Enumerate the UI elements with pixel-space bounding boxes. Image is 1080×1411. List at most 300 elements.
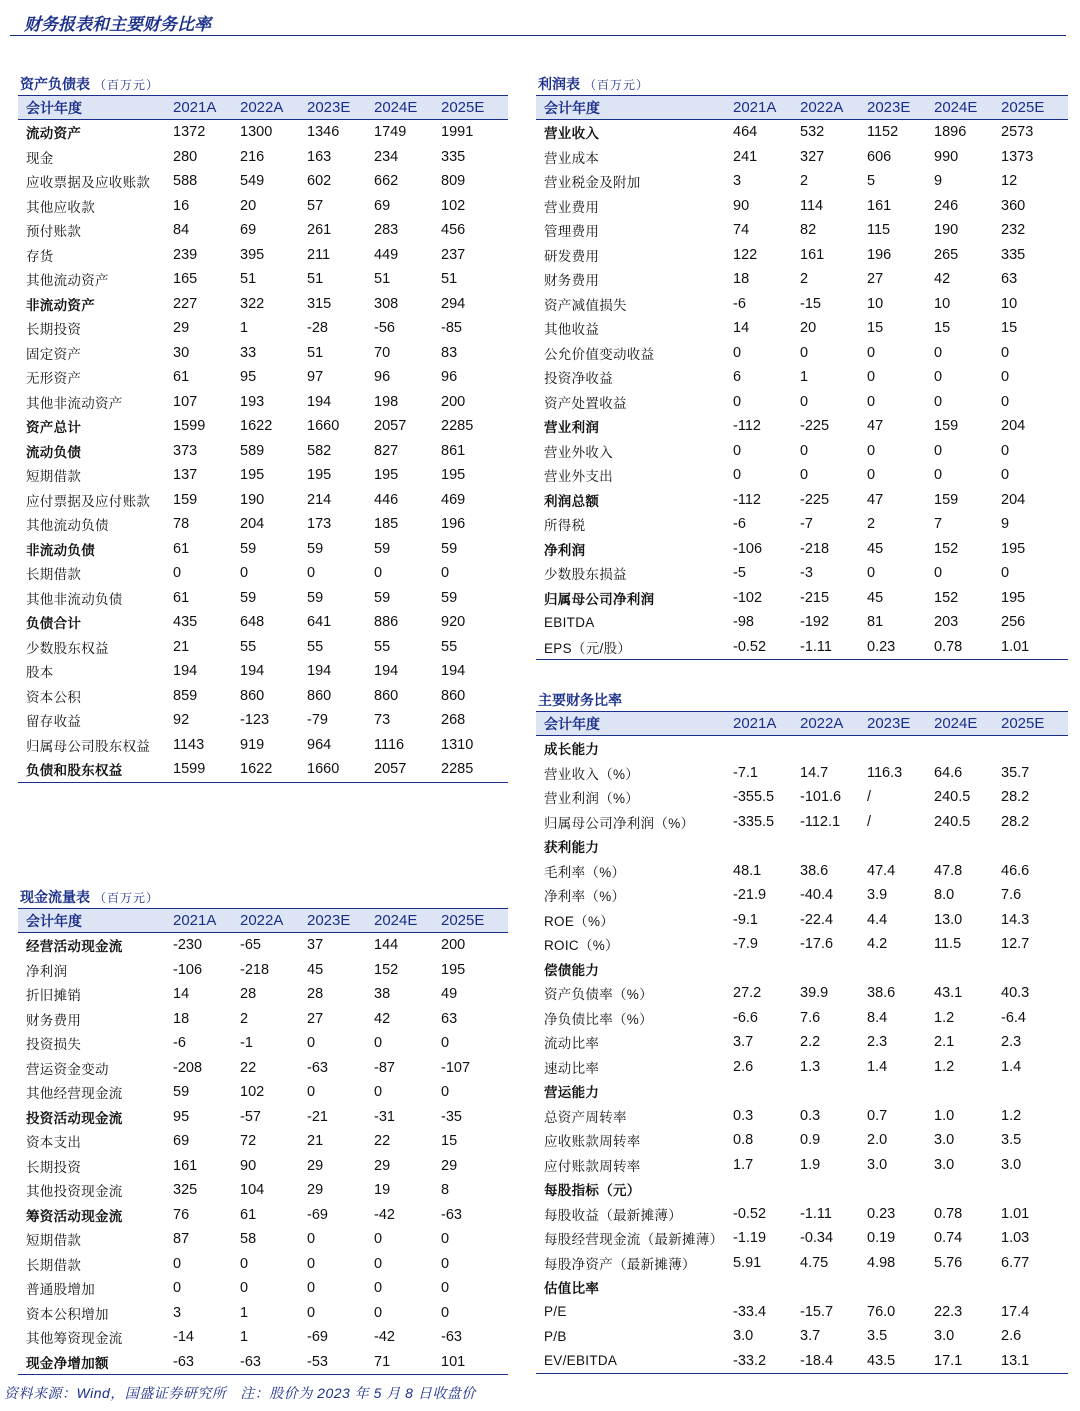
cell-value: 195	[374, 467, 399, 484]
cell-value: 55	[441, 638, 458, 655]
table-row	[536, 267, 1068, 292]
cell-value: 216	[240, 148, 265, 165]
cell-value: 241	[733, 148, 758, 165]
table-row	[536, 1251, 1068, 1276]
cell-value: 11.5	[934, 936, 962, 953]
cell-value: 0	[374, 1084, 383, 1101]
cell-value: -28	[307, 320, 328, 337]
table-row	[18, 1301, 508, 1326]
cell-value: 0	[934, 467, 943, 484]
cell-value: 69	[240, 222, 257, 239]
cell-value: -102	[733, 589, 763, 606]
row-label: 财务费用	[26, 1012, 82, 1028]
table-row	[18, 684, 508, 709]
row-label: 投资损失	[26, 1037, 82, 1053]
cell-value: 59	[374, 540, 391, 557]
table-row	[18, 708, 508, 733]
year-header: 2022A	[800, 96, 867, 120]
cell-value: 2.6	[1001, 1328, 1022, 1345]
table-row	[536, 512, 1068, 537]
row-label: 流动比率	[544, 1036, 600, 1052]
cell-value: 59	[307, 540, 324, 557]
cell-value: 0	[307, 1035, 316, 1052]
cell-value: 5.91	[733, 1254, 762, 1271]
cell-value: 96	[374, 369, 391, 386]
cell-value: 90	[240, 1157, 257, 1174]
row-label: 流动资产	[26, 126, 82, 142]
cell-value: 29	[441, 1157, 458, 1174]
table-row	[536, 1202, 1068, 1227]
cell-value: 8	[441, 1182, 450, 1199]
table-row	[18, 733, 508, 758]
cell-value: -57	[240, 1108, 261, 1125]
table-row	[536, 169, 1068, 194]
cell-value: -35	[441, 1108, 462, 1125]
cell-value: 0	[374, 565, 383, 582]
table-row	[18, 1007, 508, 1032]
row-label: 长期借款	[26, 1257, 82, 1273]
cell-value: 237	[441, 246, 466, 263]
cell-value: 860	[240, 687, 265, 704]
cell-value: 7	[934, 516, 943, 533]
row-label: 存货	[26, 248, 54, 264]
cell-value: 1896	[934, 124, 967, 141]
cell-value: 3.9	[867, 887, 888, 904]
row-label: 每股净资产（最新摊薄）	[544, 1256, 696, 1272]
cell-value: 2	[240, 1010, 249, 1027]
cell-value: 35.7	[1001, 764, 1030, 781]
row-label: 应收票据及应收账款	[26, 175, 151, 191]
cell-value: 3	[733, 173, 742, 190]
cell-value: 193	[240, 393, 265, 410]
table-row	[18, 365, 508, 390]
cell-value: 0	[934, 442, 943, 459]
cell-value: -112	[733, 491, 761, 508]
row-label: 非流动资产	[26, 297, 95, 313]
row-label: 营业外支出	[544, 469, 613, 485]
table-row	[18, 757, 508, 782]
cell-value: 16	[173, 197, 190, 214]
cell-value: -9.1	[733, 911, 758, 928]
cell-value: 0	[374, 1035, 383, 1052]
table-row	[536, 341, 1068, 366]
cell-value: 14.7	[800, 764, 829, 781]
cell-value: 38.6	[800, 862, 829, 879]
table-row	[18, 1031, 508, 1056]
table-row	[18, 1154, 508, 1179]
table-row	[18, 120, 508, 145]
year-header: 2023E	[307, 909, 374, 933]
cell-value: 2573	[1001, 124, 1034, 141]
cell-value	[867, 957, 934, 982]
cell-value: 240.5	[934, 789, 971, 806]
cell-value: 152	[934, 589, 959, 606]
cell-value: 159	[173, 491, 198, 508]
cell-value: 92	[173, 712, 190, 729]
cell-value: 28.2	[1001, 813, 1030, 830]
table-row	[536, 365, 1068, 390]
cell-value: 194	[307, 663, 332, 680]
cell-value: 1	[240, 320, 249, 337]
cell-value: 0	[173, 1255, 182, 1272]
cell-value: 1622	[240, 418, 273, 435]
table-row	[536, 859, 1068, 884]
row-label: 资产处置收益	[544, 395, 627, 411]
row-label: 利润总额	[544, 493, 600, 509]
cell-value: 3.7	[800, 1328, 821, 1345]
cell-value: 0	[867, 344, 876, 361]
row-label: EV/EBITDA	[536, 1349, 733, 1374]
row-label: 营业利润（%）	[544, 791, 640, 807]
cell-value: 1.2	[1001, 1107, 1022, 1124]
cell-value: 28	[240, 986, 257, 1003]
cell-value: 96	[441, 369, 458, 386]
cell-value: -355.5	[733, 789, 775, 806]
cell-value: 4.98	[867, 1254, 896, 1271]
cell-value: 0	[307, 1304, 316, 1321]
cell-value: 59	[240, 540, 257, 557]
cell-value: 827	[374, 442, 399, 459]
table-row	[18, 145, 508, 170]
cell-value: 19	[374, 1182, 391, 1199]
cell-value: 84	[173, 222, 190, 239]
table-row	[536, 908, 1068, 933]
cell-value: 57	[307, 197, 324, 214]
cell-value: 1749	[374, 124, 407, 141]
table-row	[536, 1006, 1068, 1031]
row-label: 研发费用	[544, 248, 600, 264]
cell-value: 3.0	[867, 1156, 888, 1173]
year-header: 2025E	[1001, 96, 1068, 120]
year-header: 2024E	[934, 712, 1001, 736]
cell-value: 1.0	[934, 1107, 955, 1124]
cell-value: -6.6	[733, 1009, 758, 1026]
cell-value: 919	[240, 736, 265, 753]
table-row	[536, 635, 1068, 660]
cell-value: 1143	[173, 736, 205, 753]
ratios-table	[536, 711, 1068, 1374]
cell-value: -123	[240, 712, 270, 729]
cell-value: 232	[1001, 222, 1026, 239]
cell-value: 2.1	[934, 1034, 955, 1051]
cell-value	[867, 1079, 934, 1104]
table-row	[536, 1030, 1068, 1055]
cell-value: 5.76	[934, 1254, 963, 1271]
cell-value	[1001, 1275, 1068, 1300]
cell-value: 9	[1001, 516, 1010, 533]
cell-value: 1346	[307, 124, 340, 141]
cell-value	[934, 1275, 1001, 1300]
table-row	[18, 1350, 508, 1375]
cell-value	[1001, 736, 1068, 761]
cell-value: 13.0	[934, 911, 963, 928]
cell-value: -6	[733, 516, 746, 533]
row-label: 营业税金及附加	[544, 175, 641, 191]
row-label: 其他应收款	[26, 199, 95, 215]
cell-value: 0	[934, 369, 943, 386]
cell-value: 1116	[374, 736, 405, 753]
cell-value: -0.52	[733, 1205, 767, 1222]
cell-value: -79	[307, 712, 328, 729]
row-label: 其他经营现金流	[26, 1086, 123, 1102]
footer-note	[4, 1383, 476, 1403]
cell-value: 37	[307, 937, 324, 954]
cell-value: 6.77	[1001, 1254, 1030, 1271]
cell-value: 18	[733, 271, 750, 288]
cash-flow-section	[18, 886, 508, 1375]
cell-value: 15	[1001, 320, 1018, 337]
year-header: 2022A	[800, 712, 867, 736]
cell-value	[733, 736, 800, 761]
table-row	[536, 316, 1068, 341]
row-label: 普通股增加	[26, 1282, 95, 1298]
cell-value: -14	[173, 1329, 194, 1346]
cell-value: 1.2	[934, 1058, 955, 1075]
cell-value: 51	[240, 271, 257, 288]
row-label: 管理费用	[544, 224, 600, 240]
cell-value: /	[867, 789, 872, 806]
table-row	[536, 834, 1068, 859]
cell-value: 27.2	[733, 985, 762, 1002]
cell-value: 0	[934, 565, 943, 582]
cell-value: 3.0	[733, 1328, 754, 1345]
cell-value: 3.5	[867, 1328, 888, 1345]
cell-value: 0.19	[867, 1230, 896, 1247]
cell-value	[733, 957, 800, 982]
section-title	[536, 73, 1068, 95]
cell-value: 61	[173, 589, 190, 606]
cell-value: 335	[441, 148, 466, 165]
cell-value: 3.5	[1001, 1132, 1022, 1149]
year-header: 2025E	[441, 909, 508, 933]
cash-flow-table	[18, 908, 508, 1375]
year-header: 2023E	[307, 96, 374, 120]
section-unit: （百万元）	[94, 891, 160, 905]
cell-value: 280	[173, 148, 198, 165]
table-row	[18, 1227, 508, 1252]
table-row	[18, 218, 508, 243]
cell-value: -33.2	[733, 1349, 800, 1374]
cell-value: -106	[733, 540, 763, 557]
cell-value: 47.4	[867, 862, 896, 879]
table-row	[536, 439, 1068, 464]
cell-value: 7.6	[1001, 887, 1022, 904]
row-label: 长期借款	[26, 567, 82, 583]
row-label: 资产负债率（%）	[544, 987, 653, 1003]
row-label: ROE（%）	[544, 913, 615, 929]
table-row	[18, 1276, 508, 1301]
cell-value: 3.0	[934, 1132, 955, 1149]
cell-value: 0	[173, 1280, 182, 1297]
income-statement-section	[536, 73, 1068, 660]
row-label: EPS（元/股）	[536, 635, 733, 660]
table-row	[18, 292, 508, 317]
year-header: 2021A	[733, 712, 800, 736]
cell-value: 4.75	[800, 1254, 829, 1271]
footer-date-note: 注：股价为 2023 年 5 月 8 日收盘价	[240, 1385, 476, 1401]
cell-value	[800, 1079, 867, 1104]
year-header: 2022A	[240, 909, 307, 933]
cell-value: 239	[173, 246, 198, 263]
cell-value	[934, 1079, 1001, 1104]
cell-value: 4.4	[867, 911, 888, 928]
cell-value: 0	[441, 1084, 450, 1101]
cell-value: 28	[307, 986, 324, 1003]
cell-value	[1001, 834, 1068, 859]
cell-value: 58	[240, 1231, 257, 1248]
table-row	[18, 586, 508, 611]
row-label: 短期借款	[26, 1233, 82, 1249]
row-label: 筹资活动现金流	[26, 1208, 123, 1224]
cell-value: 8.0	[934, 887, 955, 904]
row-label: 净利润	[26, 963, 68, 979]
cell-value: 76.0	[867, 1303, 896, 1320]
cell-value: 195	[441, 961, 466, 978]
cell-value: 64.6	[934, 764, 963, 781]
cell-value: -215	[800, 589, 830, 606]
year-header: 2021A	[173, 909, 240, 933]
cell-value: 29	[307, 1157, 324, 1174]
cell-value: 102	[441, 197, 466, 214]
table-row	[536, 1177, 1068, 1202]
cell-value: 12	[1001, 173, 1018, 190]
table-row	[536, 292, 1068, 317]
table-row	[18, 537, 508, 562]
cell-value: 114	[800, 197, 824, 214]
cell-value: 265	[934, 246, 959, 263]
table-row	[536, 1055, 1068, 1080]
cell-value: 2	[867, 516, 876, 533]
cell-value: 63	[441, 1010, 458, 1027]
table-row	[536, 488, 1068, 513]
cell-value: 3.0	[934, 1156, 955, 1173]
cell-value: 49	[441, 986, 458, 1003]
cell-value: 51	[374, 271, 391, 288]
table-row	[536, 1079, 1068, 1104]
cell-value: 0	[374, 1304, 383, 1321]
cell-value: 144	[374, 937, 399, 954]
section-unit: （百万元）	[94, 78, 160, 92]
year-header: 2025E	[1001, 712, 1068, 736]
page-title: 财务报表和主要财务比率	[24, 15, 211, 34]
cell-value: 48.1	[733, 862, 762, 879]
row-label: 短期借款	[26, 469, 82, 485]
row-label: 其他非流动资产	[26, 395, 123, 411]
table-row	[536, 194, 1068, 219]
row-label: 净负债比率（%）	[544, 1011, 653, 1027]
row-label: 应收账款周转率	[544, 1134, 641, 1150]
cell-value: 15	[441, 1133, 458, 1150]
row-label: 估值比率	[544, 1281, 600, 1297]
cell-value: -218	[240, 961, 270, 978]
cell-value: 27	[867, 271, 884, 288]
table-row	[18, 610, 508, 635]
cell-value: 456	[441, 222, 466, 239]
cell-value: 196	[867, 246, 892, 263]
year-header: 2022A	[240, 96, 307, 120]
cell-value: 204	[240, 516, 265, 533]
cell-value: 0	[441, 1035, 450, 1052]
cell-value: 0	[867, 565, 876, 582]
cell-value: /	[867, 813, 872, 830]
row-label: 其他流动资产	[26, 273, 109, 289]
cell-value: 0	[1001, 369, 1010, 386]
cell-value: 38	[374, 986, 391, 1003]
cell-value: -42	[374, 1329, 395, 1346]
cell-value	[1001, 1079, 1068, 1104]
header-label: 会计年度	[18, 909, 173, 933]
cell-value: -63	[441, 1329, 462, 1346]
row-label: 少数股东损益	[544, 567, 627, 583]
cell-value: 1	[800, 369, 809, 386]
cell-value: 0	[307, 1084, 316, 1101]
row-label: 净利率（%）	[544, 889, 626, 905]
row-label: 营业利润	[544, 420, 600, 436]
row-label: 获利能力	[544, 840, 600, 856]
cell-value: 0	[307, 565, 316, 582]
cell-value: 43.1	[934, 985, 963, 1002]
header-label: 会计年度	[18, 96, 173, 120]
cell-value	[733, 1079, 800, 1104]
cell-value: 195	[1001, 540, 1026, 557]
cell-value: 69	[374, 197, 391, 214]
cell-value: -63	[240, 1350, 307, 1375]
row-label: 投资净收益	[544, 371, 613, 387]
cell-value: 2	[800, 271, 809, 288]
cell-value: 1.4	[867, 1058, 888, 1075]
cell-value: -63	[173, 1350, 240, 1375]
cell-value: -218	[800, 540, 830, 557]
cell-value: 97	[307, 369, 324, 386]
cell-value: 0	[441, 1280, 450, 1297]
cell-value: 469	[441, 491, 466, 508]
cell-value: 43.5	[867, 1349, 934, 1374]
section-title	[18, 73, 508, 95]
table-row	[18, 659, 508, 684]
cell-value: 1300	[240, 124, 273, 141]
cell-value: -107	[441, 1059, 471, 1076]
row-label: 现金净增加额	[18, 1350, 173, 1375]
cell-value: 435	[173, 614, 198, 631]
row-label: 资本支出	[26, 1135, 82, 1151]
cell-value: 860	[441, 687, 466, 704]
cell-value: 0	[1001, 467, 1010, 484]
cell-value: 104	[240, 1182, 265, 1199]
table-row	[18, 1203, 508, 1228]
row-label: 折旧摊销	[26, 988, 82, 1004]
cell-value: 95	[173, 1108, 190, 1125]
row-label: 营业外收入	[544, 444, 613, 460]
cell-value: 122	[733, 246, 758, 263]
cell-value: 30	[173, 344, 190, 361]
cell-value: 2285	[441, 757, 508, 782]
cell-value: 1.7	[733, 1156, 754, 1173]
cell-value: 3.0	[934, 1328, 955, 1345]
cell-value: 588	[173, 173, 198, 190]
cell-value: 18	[173, 1010, 190, 1027]
cell-value: 860	[374, 687, 399, 704]
cell-value: 0	[867, 442, 876, 459]
year-header: 2024E	[934, 96, 1001, 120]
row-label: 负债合计	[26, 616, 82, 632]
cell-value: -5	[733, 565, 746, 582]
cell-value: 0	[1001, 344, 1010, 361]
cell-value: -112	[733, 418, 761, 435]
cell-value: -1	[240, 1035, 253, 1052]
cell-value: 0	[240, 565, 249, 582]
cell-value: 59	[173, 1084, 190, 1101]
cell-value: 211	[307, 246, 331, 263]
